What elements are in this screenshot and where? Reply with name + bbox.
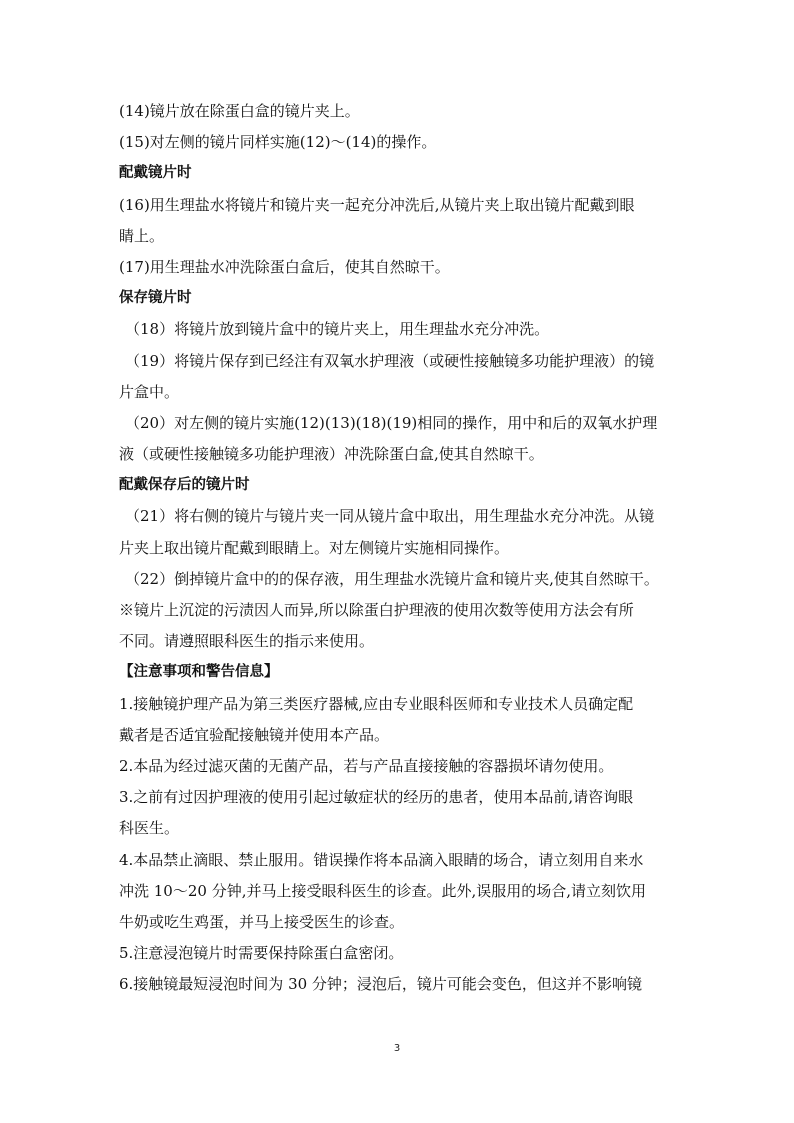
text-line: 不同。请遵照眼科医生的指示来使用。 [119,632,375,651]
text-line: 2.本品为经过滤灭菌的无菌产品，若与产品直接接触的容器损坏请勿使用。 [119,756,614,775]
section-heading: 配戴保存后的镜片时 [119,477,250,494]
paragraph [119,595,679,657]
text-line: 1.接触镜护理产品为第三类医疗器械,应由专业眼科医师和专业技术人员确定配 [119,694,634,713]
document-body [119,96,679,1000]
text-line: 片盒中。 [119,382,180,401]
paragraph [119,190,679,252]
paragraph [119,314,679,345]
text-line: （19）将镜片保存到已经注有双氧水护理液（或硬性接触镜多功能护理液）的镜 [125,351,655,370]
text-line: （21）将右侧的镜片与镜片夹一同从镜片盒中取出，用生理盐水充分冲洗。从镜 [125,507,655,526]
paragraph [119,751,679,782]
text-line: （22）倒掉镜片盒中的的保存液，用生理盐水洗镜片盒和镜片夹,使其自然晾干。 [125,569,659,588]
text-line: 5.注意浸泡镜片时需要保持除蛋白盒密闭。 [119,944,404,963]
paragraph [119,96,679,127]
paragraph [119,346,679,408]
text-line: （20）对左侧的镜片实施(12)(13)(18)(19)相同的操作，用中和后的双氧水护理 [125,413,658,432]
text-line: 4.本品禁止滴眼、禁止服用。错误操作将本品滴入眼睛的场合，请立刻用自来水 [119,850,644,869]
section-heading: 配戴镜片时 [119,165,192,182]
paragraph [119,845,679,939]
paragraph [119,127,679,158]
text-line: 3.之前有过因护理液的使用引起过敏症状的经历的患者，使用本品前,请咨询眼 [119,788,634,807]
text-line: 睛上。 [119,226,165,245]
text-line: 科医生。 [119,819,180,838]
text-line: (15)对左侧的镜片同样实施(12)～(14)的操作。 [119,133,437,152]
section-heading: 【注意事项和警告信息】 [119,664,279,681]
section-heading: 保存镜片时 [119,290,192,307]
text-line: 液（或硬性接触镜多功能护理液）冲洗除蛋白盒,使其自然晾干。 [119,445,544,464]
paragraph [119,969,679,1000]
text-line: 牛奶或吃生鸡蛋，并马上接受医生的诊查。 [119,912,405,931]
paragraph [119,408,679,470]
paragraph [119,689,679,751]
paragraph [119,782,679,844]
text-line: 戴者是否适宜验配接触镜并使用本产品。 [119,725,390,744]
text-line: (16)用生理盐水将镜片和镜片夹一起充分冲洗后,从镜片夹上取出镜片配戴到眼 [119,195,635,214]
paragraph [119,938,679,969]
text-line: 冲洗 10～20 分钟,并马上接受眼科医生的诊查。此外,误服用的场合,请立刻饮用 [119,881,647,900]
text-line: (14)镜片放在除蛋白盒的镜片夹上。 [119,102,360,120]
text-line: 片夹上取出镜片配戴到眼睛上。对左侧镜片实施相同操作。 [119,538,510,557]
text-line: ※镜片上沉淀的污渍因人而异,所以除蛋白护理液的使用次数等使用方法会有所 [119,601,634,619]
text-line: （18）将镜片放到镜片盒中的镜片夹上，用生理盐水充分冲洗。 [125,320,550,339]
page-number: 3 [393,1043,401,1054]
document-page [119,96,679,1000]
text-line: 6.接触镜最短浸泡时间为 30 分钟；浸泡后，镜片可能会变色，但这并不影响镜 [119,975,642,994]
paragraph [119,501,679,563]
text-line: (17)用生理盐水冲洗除蛋白盒后，使其自然晾干。 [119,257,450,276]
paragraph [119,252,679,283]
paragraph [119,564,679,595]
